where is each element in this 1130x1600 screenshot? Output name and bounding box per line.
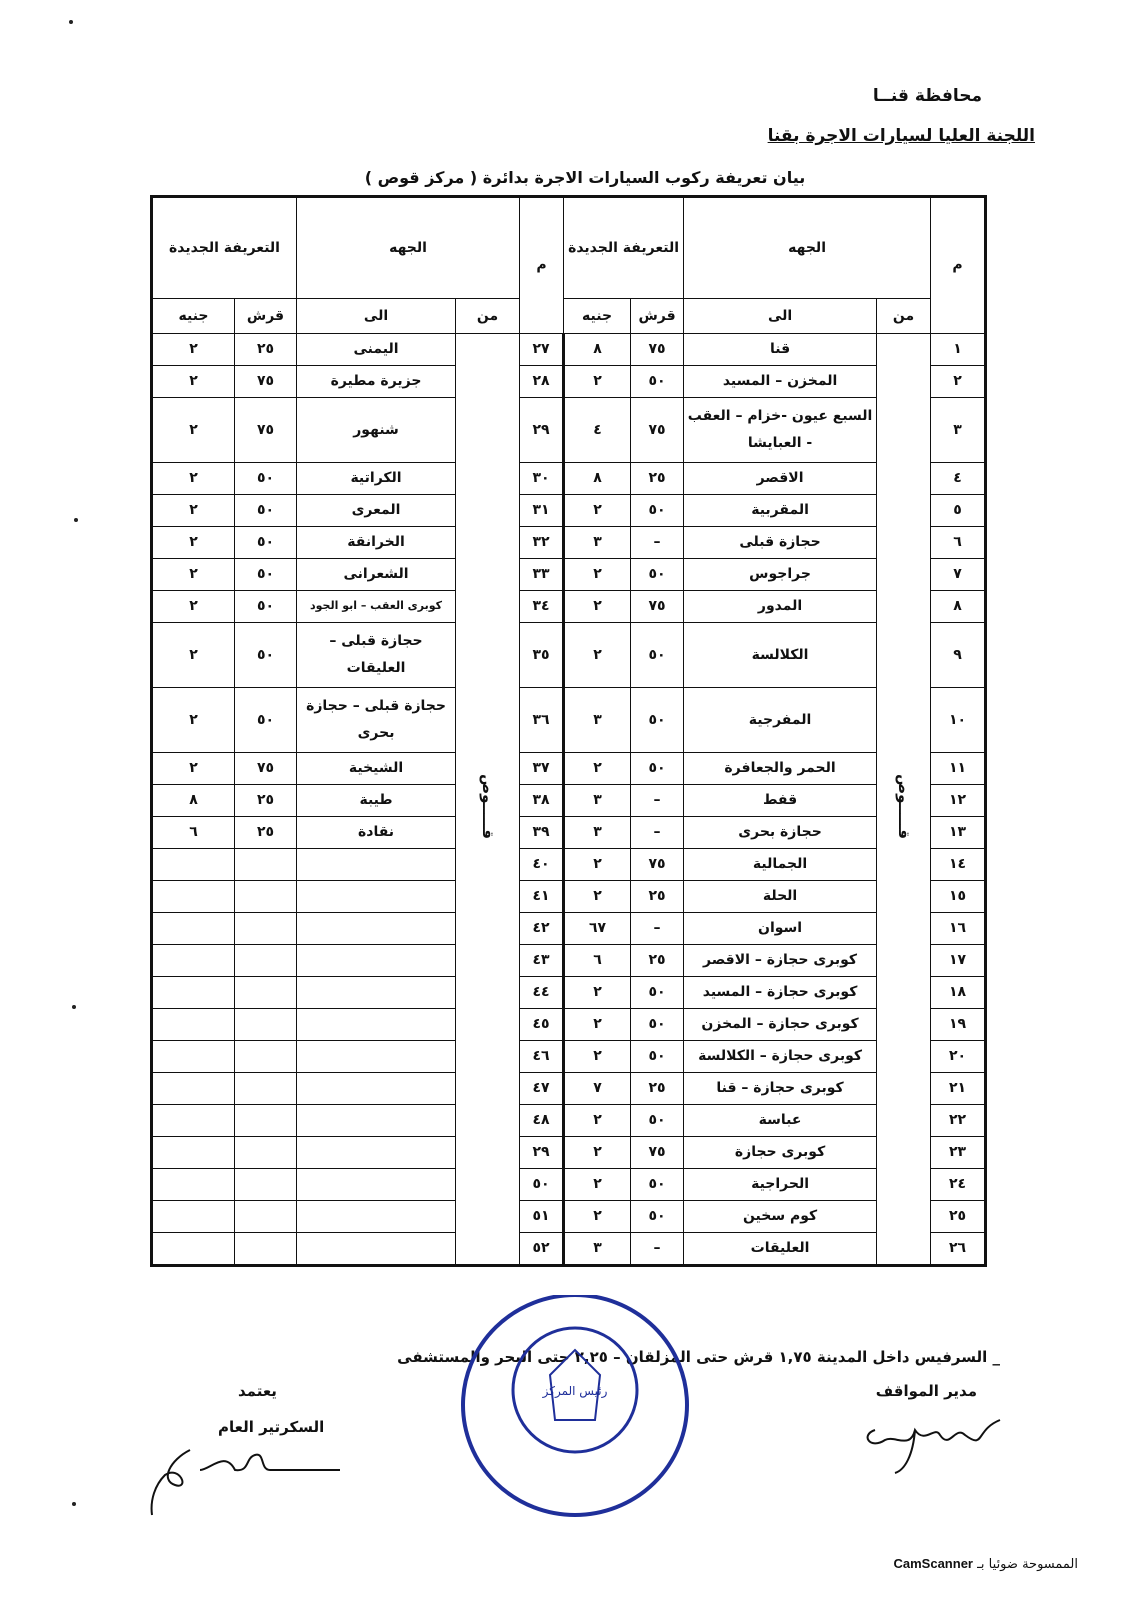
fare-pound: ٧ — [564, 1073, 631, 1105]
table-row — [152, 1137, 986, 1169]
destination-2: الخرانقة — [297, 527, 456, 559]
scanner-watermark — [894, 1556, 1079, 1572]
fare-pound: ٢ — [564, 1169, 631, 1201]
destination: كوبرى حجازة – المسيد — [684, 977, 877, 1009]
destination: اسوان — [684, 913, 877, 945]
fare-pound: ٢ — [564, 623, 631, 688]
secretary-general-label: السكرتير العام — [218, 1418, 325, 1436]
committee-title: اللجنة العليا لسيارات الاجرة بقنا — [767, 126, 1035, 146]
destination-2: حجازة قبلى – العليقات — [297, 623, 456, 688]
fare-piaster: ٥٠ — [631, 366, 684, 398]
fare-pound-2 — [152, 881, 235, 913]
destination: المدور — [684, 591, 877, 623]
header-to: الى — [684, 299, 877, 334]
destination: الحمر والجعافرة — [684, 753, 877, 785]
destination: الحراجية — [684, 1169, 877, 1201]
fare-pound: ٢ — [564, 495, 631, 527]
fare-piaster-2 — [235, 1073, 297, 1105]
fare-pound-2: ٢ — [152, 527, 235, 559]
fare-piaster-2: ٥٠ — [235, 559, 297, 591]
table-row — [152, 334, 986, 366]
destination: الاقصر — [684, 463, 877, 495]
fare-piaster: – — [631, 817, 684, 849]
fare-piaster: ٧٥ — [631, 591, 684, 623]
header-to-2: الى — [297, 299, 456, 334]
fare-piaster: – — [631, 913, 684, 945]
table-row — [152, 1105, 986, 1137]
fare-piaster-2: ٧٥ — [235, 398, 297, 463]
fare-piaster-2 — [235, 1233, 297, 1266]
fare-pound-2: ٢ — [152, 495, 235, 527]
table-row — [152, 1041, 986, 1073]
fare-piaster: – — [631, 1233, 684, 1266]
table-row — [152, 817, 986, 849]
destination-2 — [297, 849, 456, 881]
fare-table — [150, 195, 987, 1267]
secretary-signature — [140, 1440, 350, 1520]
fare-pound-2 — [152, 977, 235, 1009]
fare-piaster: ٢٥ — [631, 945, 684, 977]
fare-piaster-2: ٥٠ — [235, 495, 297, 527]
governorate-title: محافظة قنــا — [872, 86, 982, 106]
destination: المخزن – المسيد — [684, 366, 877, 398]
destination-2 — [297, 881, 456, 913]
destination: كوبرى حجازة – المخزن — [684, 1009, 877, 1041]
fare-pound: ٢ — [564, 559, 631, 591]
from-value-2: قـــــوص — [478, 774, 497, 840]
fare-pound: ٢ — [564, 366, 631, 398]
fare-pound-2: ٢ — [152, 623, 235, 688]
table-row — [152, 785, 986, 817]
fare-pound: ٢ — [564, 977, 631, 1009]
fare-pound: ٢ — [564, 1009, 631, 1041]
destination-2: طيبة — [297, 785, 456, 817]
row-number: ٢ — [931, 366, 986, 398]
fare-pound: ٢ — [564, 1201, 631, 1233]
header-direction: الجهه — [684, 197, 931, 299]
scanner-brand: CamScanner — [893, 1556, 973, 1571]
document-subtitle: بيان تعريفة ركوب السيارات الاجرة بدائرة ( مركز قوص ) — [364, 168, 806, 187]
fare-pound: ٢ — [564, 1041, 631, 1073]
destination: السبع عيون -خزام – العقب - العبايشا — [684, 398, 877, 463]
destination-2: نقادة — [297, 817, 456, 849]
header-pound-2: جنيه — [152, 299, 235, 334]
destination: كوبرى حجازة — [684, 1137, 877, 1169]
fare-piaster: ٥٠ — [631, 753, 684, 785]
table-row — [152, 1169, 986, 1201]
destination: قفط — [684, 785, 877, 817]
parking-manager-label: مدير المواقف — [875, 1382, 977, 1400]
table-row — [152, 688, 986, 753]
destination: الجمالية — [684, 849, 877, 881]
fare-pound: ٨ — [564, 334, 631, 366]
approve-label: يعتمد — [238, 1382, 277, 1400]
row-number: ١٦ — [931, 913, 986, 945]
fare-piaster: ٥٠ — [631, 623, 684, 688]
destination: كوبرى حجازة – الاقصر — [684, 945, 877, 977]
fare-piaster: ٢٥ — [631, 1073, 684, 1105]
service-note: _ السرفيس داخل المدينة ١,٧٥ قرش حتى المزلقان – ٢,٢٥ حتى البحر والمستشفى — [397, 1348, 1000, 1366]
header-direction-2: الجهه — [297, 197, 520, 299]
row-number: ٦ — [931, 527, 986, 559]
fare-piaster: ٥٠ — [631, 1201, 684, 1233]
fare-pound-2 — [152, 1137, 235, 1169]
destination: جراجوس — [684, 559, 877, 591]
fare-piaster: ٧٥ — [631, 849, 684, 881]
destination-2 — [297, 945, 456, 977]
fare-piaster: ٥٠ — [631, 495, 684, 527]
fare-pound-2 — [152, 1233, 235, 1266]
destination-2 — [297, 1169, 456, 1201]
destination: المقربية — [684, 495, 877, 527]
fare-pound-2 — [152, 1201, 235, 1233]
fare-pound: ٢ — [564, 591, 631, 623]
fare-pound: ٣ — [564, 817, 631, 849]
table-row — [152, 398, 986, 463]
fare-piaster-2 — [235, 881, 297, 913]
row-number-2: ٣١ — [520, 495, 564, 527]
row-number-2: ٤٦ — [520, 1041, 564, 1073]
destination-2: اليمنى — [297, 334, 456, 366]
fare-pound: ٣ — [564, 527, 631, 559]
header-from: من — [877, 299, 931, 334]
fare-pound-2: ٢ — [152, 591, 235, 623]
row-number-2: ٣٢ — [520, 527, 564, 559]
fare-piaster-2 — [235, 1201, 297, 1233]
fare-pound: ٦٧ — [564, 913, 631, 945]
scan-speck — [72, 1502, 76, 1506]
fare-piaster-2 — [235, 1105, 297, 1137]
row-number-2: ٢٩ — [520, 398, 564, 463]
row-number-2: ٣٨ — [520, 785, 564, 817]
row-number-2: ٣٣ — [520, 559, 564, 591]
row-number: ١٢ — [931, 785, 986, 817]
fare-piaster-2 — [235, 1009, 297, 1041]
table-row — [152, 623, 986, 688]
row-number-2: ٣٤ — [520, 591, 564, 623]
table-row — [152, 945, 986, 977]
row-number-2: ٣٧ — [520, 753, 564, 785]
fare-piaster-2: ٧٥ — [235, 753, 297, 785]
fare-piaster: ٧٥ — [631, 334, 684, 366]
destination: كوم سخين — [684, 1201, 877, 1233]
destination: حجازة قبلى — [684, 527, 877, 559]
fare-piaster: ٧٥ — [631, 398, 684, 463]
fare-pound-2: ٢ — [152, 366, 235, 398]
fare-piaster-2: ٥٠ — [235, 527, 297, 559]
fare-piaster: – — [631, 785, 684, 817]
fare-piaster: ٥٠ — [631, 1041, 684, 1073]
row-number-2: ٤٥ — [520, 1009, 564, 1041]
table-row — [152, 366, 986, 398]
destination-2: شنهور — [297, 398, 456, 463]
row-number: ١٩ — [931, 1009, 986, 1041]
fare-piaster: ٢٥ — [631, 881, 684, 913]
row-number-2: ٣٥ — [520, 623, 564, 688]
stamp-text: رئيس المركز — [542, 1384, 608, 1398]
table-row — [152, 527, 986, 559]
row-number-2: ٤٠ — [520, 849, 564, 881]
header-piaster-2: قرش — [235, 299, 297, 334]
fare-piaster-2 — [235, 945, 297, 977]
destination: كوبرى حجازة – الكلالسة — [684, 1041, 877, 1073]
fare-pound-2: ٨ — [152, 785, 235, 817]
destination: كوبرى حجازة – قنا — [684, 1073, 877, 1105]
destination: الكلالسة — [684, 623, 877, 688]
header-num-2: م — [520, 197, 564, 334]
row-number-2: ٤٧ — [520, 1073, 564, 1105]
fare-pound-2: ٢ — [152, 688, 235, 753]
row-number-2: ٢٧ — [520, 334, 564, 366]
fare-pound-2 — [152, 945, 235, 977]
fare-piaster: ٥٠ — [631, 559, 684, 591]
from-value: قـــــوص — [894, 774, 913, 840]
row-number: ٢٠ — [931, 1041, 986, 1073]
fare-pound-2 — [152, 1105, 235, 1137]
row-number: ٤ — [931, 463, 986, 495]
fare-piaster-2: ٢٥ — [235, 334, 297, 366]
row-number: ٢٤ — [931, 1169, 986, 1201]
fare-piaster-2 — [235, 977, 297, 1009]
destination-2: الكراتية — [297, 463, 456, 495]
header-piaster: قرش — [631, 299, 684, 334]
fare-pound-2 — [152, 1009, 235, 1041]
table-row — [152, 591, 986, 623]
row-number: ٣ — [931, 398, 986, 463]
row-number-2: ٢٨ — [520, 366, 564, 398]
fare-piaster-2 — [235, 1041, 297, 1073]
scanner-prefix: الممسوحة ضوئيا بـ — [977, 1557, 1078, 1572]
table-row — [152, 913, 986, 945]
row-number-2: ٢٩ — [520, 1137, 564, 1169]
table-row — [152, 753, 986, 785]
fare-piaster-2: ٥٠ — [235, 623, 297, 688]
fare-pound: ٣ — [564, 785, 631, 817]
fare-piaster: ٥٠ — [631, 688, 684, 753]
fare-piaster: – — [631, 527, 684, 559]
destination-2 — [297, 1009, 456, 1041]
destination-2 — [297, 1105, 456, 1137]
destination: عباسة — [684, 1105, 877, 1137]
row-number-2: ٤٤ — [520, 977, 564, 1009]
header-new-fare: التعريفة الجديدة — [564, 197, 684, 299]
fare-piaster-2 — [235, 913, 297, 945]
row-number-2: ٣٦ — [520, 688, 564, 753]
row-number-2: ٣٠ — [520, 463, 564, 495]
table-row — [152, 1233, 986, 1266]
table-row — [152, 463, 986, 495]
fare-piaster-2: ٥٠ — [235, 463, 297, 495]
table-row — [152, 559, 986, 591]
row-number-2: ٤٨ — [520, 1105, 564, 1137]
fare-pound: ٢ — [564, 881, 631, 913]
header-new-fare-2: التعريفة الجديدة — [152, 197, 297, 299]
fare-pound: ٣ — [564, 1233, 631, 1266]
fare-pound: ٤ — [564, 398, 631, 463]
header-num: م — [931, 197, 986, 334]
row-number-2: ٣٩ — [520, 817, 564, 849]
official-stamp — [455, 1295, 705, 1525]
fare-pound-2: ٢ — [152, 753, 235, 785]
fare-pound-2: ٢ — [152, 334, 235, 366]
destination-2 — [297, 1073, 456, 1105]
destination-2: حجازة قبلى – حجازة بحرى — [297, 688, 456, 753]
fare-piaster: ٧٥ — [631, 1137, 684, 1169]
fare-pound-2 — [152, 1169, 235, 1201]
row-number: ١١ — [931, 753, 986, 785]
destination: المفرجية — [684, 688, 877, 753]
destination-2 — [297, 1201, 456, 1233]
destination: الحلة — [684, 881, 877, 913]
row-number-2: ٤٢ — [520, 913, 564, 945]
fare-pound: ٢ — [564, 1105, 631, 1137]
scan-speck — [72, 1005, 76, 1009]
row-number: ١٠ — [931, 688, 986, 753]
row-number: ٩ — [931, 623, 986, 688]
table-row — [152, 1201, 986, 1233]
destination: قنا — [684, 334, 877, 366]
row-number: ٢٢ — [931, 1105, 986, 1137]
fare-pound-2 — [152, 849, 235, 881]
destination-2 — [297, 1041, 456, 1073]
fare-pound: ٢ — [564, 1137, 631, 1169]
row-number: ١٨ — [931, 977, 986, 1009]
fare-pound: ٣ — [564, 688, 631, 753]
fare-piaster: ٢٥ — [631, 463, 684, 495]
destination-2: الشعرانى — [297, 559, 456, 591]
from-cell-2 — [456, 334, 520, 1266]
fare-pound: ٨ — [564, 463, 631, 495]
destination-2 — [297, 1233, 456, 1266]
row-number: ١٥ — [931, 881, 986, 913]
row-number: ٢١ — [931, 1073, 986, 1105]
destination-2 — [297, 913, 456, 945]
fare-piaster-2 — [235, 1137, 297, 1169]
fare-piaster: ٥٠ — [631, 977, 684, 1009]
scan-speck — [69, 20, 73, 24]
table-row — [152, 977, 986, 1009]
fare-pound-2: ٢ — [152, 463, 235, 495]
destination-2: الشيخية — [297, 753, 456, 785]
header-from-2: من — [456, 299, 520, 334]
table-row — [152, 849, 986, 881]
fare-piaster-2: ٥٠ — [235, 591, 297, 623]
fare-pound: ٦ — [564, 945, 631, 977]
fare-piaster-2: ٥٠ — [235, 688, 297, 753]
row-number-2: ٤٣ — [520, 945, 564, 977]
row-number: ١٣ — [931, 817, 986, 849]
fare-pound: ٢ — [564, 753, 631, 785]
destination-2: كوبرى العقب – ابو الجود — [297, 591, 456, 623]
fare-pound-2 — [152, 1041, 235, 1073]
row-number-2: ٥٠ — [520, 1169, 564, 1201]
fare-pound-2: ٦ — [152, 817, 235, 849]
row-number: ٢٦ — [931, 1233, 986, 1266]
table-row — [152, 1009, 986, 1041]
destination-2 — [297, 977, 456, 1009]
destination: حجازة بحرى — [684, 817, 877, 849]
fare-piaster-2: ٢٥ — [235, 785, 297, 817]
fare-pound-2: ٢ — [152, 398, 235, 463]
header-pound: جنيه — [564, 299, 631, 334]
fare-piaster: ٥٠ — [631, 1105, 684, 1137]
table-row — [152, 881, 986, 913]
manager-signature — [855, 1405, 1005, 1475]
row-number: ٢٥ — [931, 1201, 986, 1233]
row-number: ٥ — [931, 495, 986, 527]
table-row — [152, 495, 986, 527]
fare-piaster: ٥٠ — [631, 1009, 684, 1041]
row-number: ٨ — [931, 591, 986, 623]
fare-pound-2 — [152, 913, 235, 945]
fare-pound-2 — [152, 1073, 235, 1105]
row-number: ٧ — [931, 559, 986, 591]
fare-piaster-2: ٢٥ — [235, 817, 297, 849]
destination: العليقات — [684, 1233, 877, 1266]
row-number: ٢٣ — [931, 1137, 986, 1169]
scan-speck — [74, 518, 78, 522]
destination-2 — [297, 1137, 456, 1169]
row-number: ١٧ — [931, 945, 986, 977]
destination-2: جزيرة مطيرة — [297, 366, 456, 398]
row-number: ١٤ — [931, 849, 986, 881]
row-number-2: ٤١ — [520, 881, 564, 913]
row-number: ١ — [931, 334, 986, 366]
from-cell — [877, 334, 931, 1266]
fare-piaster-2 — [235, 1169, 297, 1201]
destination-2: المعرى — [297, 495, 456, 527]
fare-piaster: ٥٠ — [631, 1169, 684, 1201]
fare-piaster-2 — [235, 849, 297, 881]
row-number-2: ٥١ — [520, 1201, 564, 1233]
table-row — [152, 1073, 986, 1105]
fare-piaster-2: ٧٥ — [235, 366, 297, 398]
fare-pound: ٢ — [564, 849, 631, 881]
row-number-2: ٥٢ — [520, 1233, 564, 1266]
fare-pound-2: ٢ — [152, 559, 235, 591]
